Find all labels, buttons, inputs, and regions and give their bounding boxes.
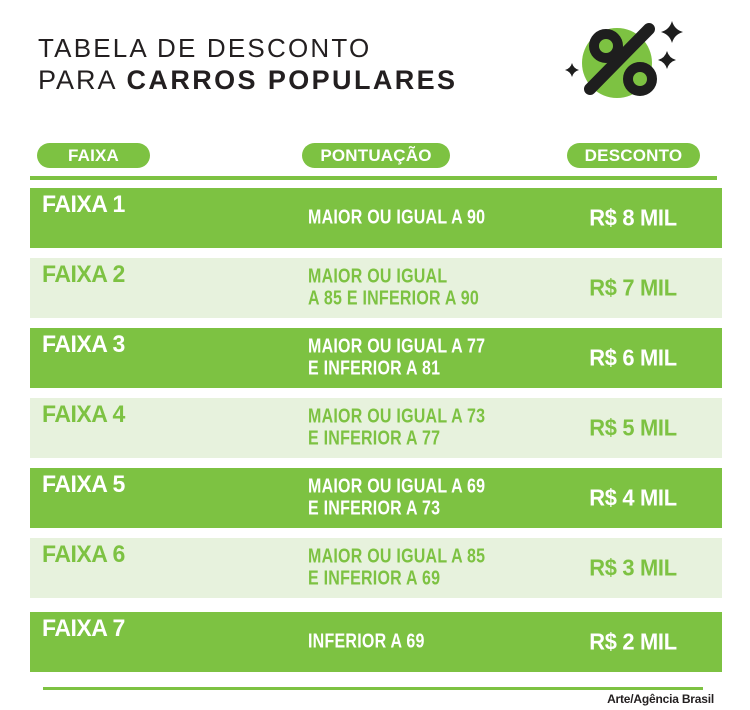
title-line-2: [38, 64, 457, 96]
table-row-faixa-3: [30, 328, 722, 388]
desconto-cell: R$ 7 MIL: [589, 274, 677, 301]
desconto-cell: R$ 3 MIL: [589, 554, 677, 581]
table-row-faixa-1: [30, 188, 722, 248]
header-divider-line: [30, 176, 717, 180]
faixa-cell: FAIXA 4: [42, 401, 125, 428]
table-row-faixa-4: [30, 398, 722, 458]
sparkle-icon: [658, 51, 676, 69]
pontuacao-line-1: MAIOR OU IGUAL A 90: [308, 206, 486, 229]
pontuacao-line-1: MAIOR OU IGUAL: [308, 265, 448, 288]
faixa-cell: FAIXA 1: [42, 191, 125, 218]
pontuacao-line-2: E INFERIOR A 81: [308, 357, 441, 379]
pontuacao-line-1: MAIOR OU IGUAL A 69: [308, 475, 486, 498]
sparkle-icon: [661, 21, 683, 43]
faixa-cell: FAIXA 6: [42, 541, 125, 568]
table-row-faixa-6: [30, 538, 722, 598]
desconto-cell: R$ 4 MIL: [589, 484, 677, 511]
pontuacao-cell: [308, 477, 485, 520]
title-line-1: TABELA DE DESCONTO: [38, 33, 372, 63]
table-row-faixa-5: [30, 468, 722, 528]
pontuacao-line-2: E INFERIOR A 73: [308, 497, 441, 519]
pontuacao-line-1: INFERIOR A 69: [308, 630, 425, 653]
pontuacao-line-1: MAIOR OU IGUAL A 77: [308, 335, 486, 358]
pontuacao-line-1: MAIOR OU IGUAL A 85: [308, 545, 486, 568]
faixa-cell: FAIXA 7: [42, 615, 125, 642]
pontuacao-cell: [308, 631, 425, 653]
credit-text: Arte/Agência Brasil: [607, 692, 714, 706]
footer-divider-line: [43, 687, 703, 690]
table-row-faixa-7: [30, 612, 722, 672]
pontuacao-line-2: E INFERIOR A 69: [308, 567, 441, 589]
pontuacao-line-2: A 85 E INFERIOR A 90: [308, 287, 480, 309]
desconto-cell: R$ 8 MIL: [589, 204, 677, 231]
desconto-cell: R$ 6 MIL: [589, 344, 677, 371]
page-title: [38, 32, 457, 96]
faixa-cell: FAIXA 2: [42, 261, 125, 288]
pontuacao-cell: [308, 407, 485, 450]
pontuacao-cell: [308, 547, 485, 590]
column-header-desconto: DESCONTO: [567, 143, 700, 168]
faixa-cell: FAIXA 5: [42, 471, 125, 498]
column-header-pontuacao: PONTUAÇÃO: [302, 143, 450, 168]
desconto-cell: R$ 2 MIL: [589, 628, 677, 655]
pontuacao-cell: [308, 207, 485, 229]
sparkle-icon: [565, 63, 579, 77]
table-row-faixa-2: [30, 258, 722, 318]
percent-discount-icon: [550, 10, 740, 120]
pontuacao-cell: [308, 337, 485, 380]
pontuacao-line-1: MAIOR OU IGUAL A 73: [308, 405, 486, 428]
pontuacao-cell: [308, 267, 479, 310]
column-header-faixa: FAIXA: [37, 143, 150, 168]
title-line-2-regular: PARA: [38, 65, 118, 95]
title-line-2-bold: CARROS POPULARES: [126, 65, 458, 95]
desconto-cell: R$ 5 MIL: [589, 414, 677, 441]
pontuacao-line-2: E INFERIOR A 77: [308, 427, 441, 449]
faixa-cell: FAIXA 3: [42, 331, 125, 358]
